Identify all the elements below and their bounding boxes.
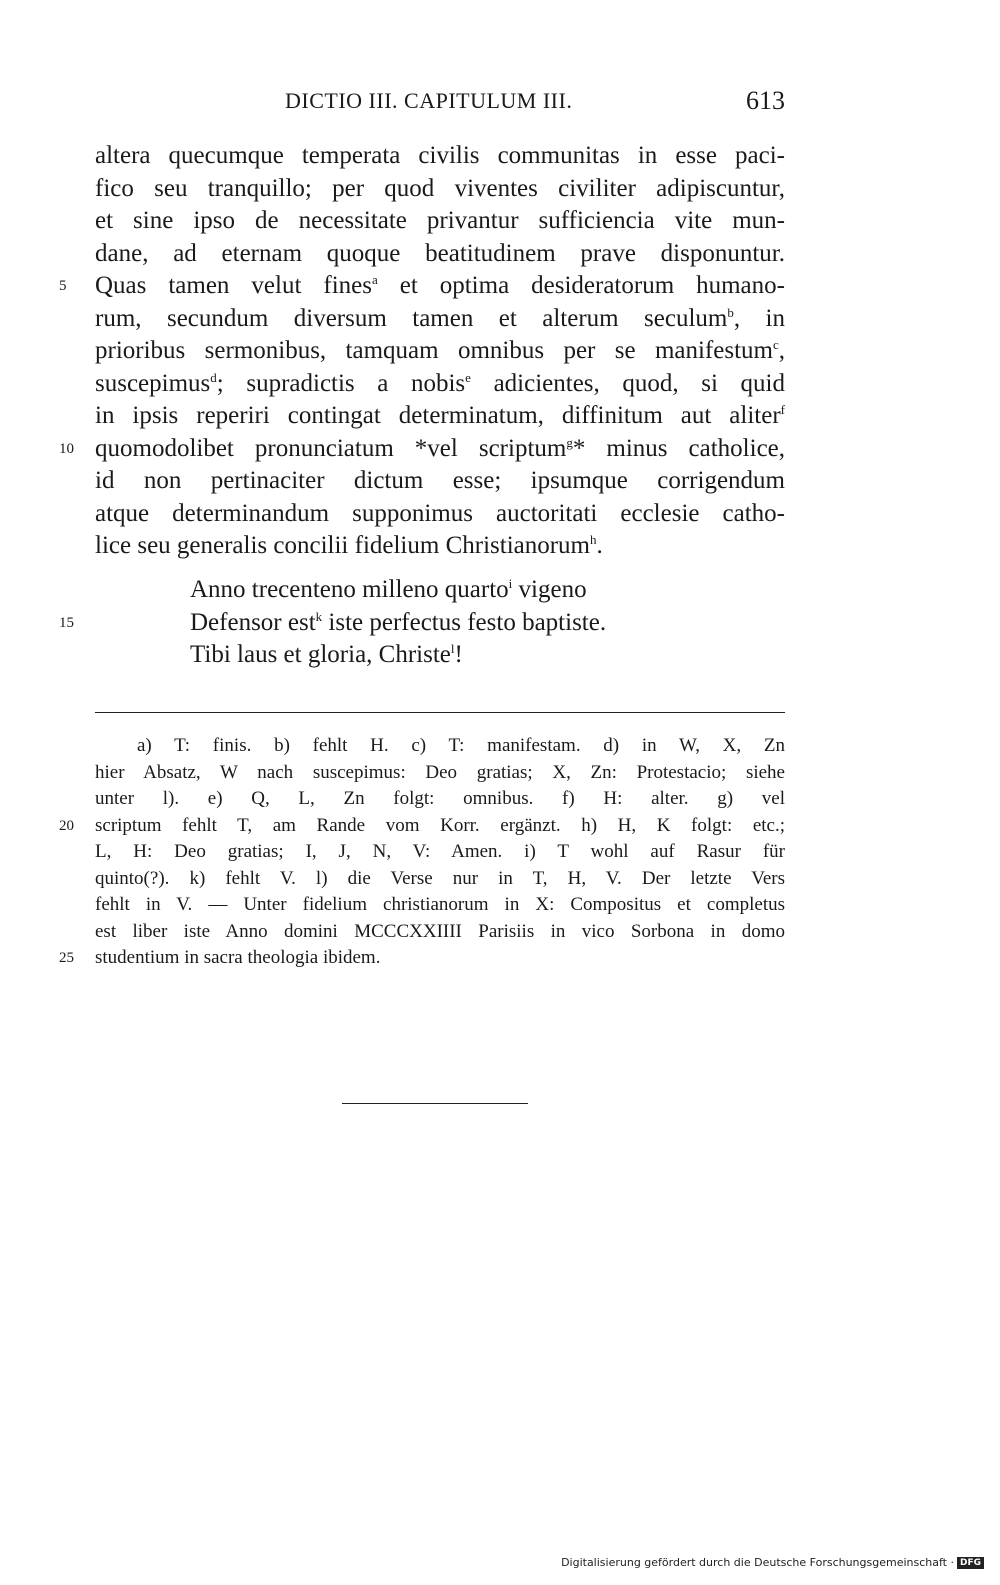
- line-text-cont: ,: [778, 337, 785, 364]
- line-text: Defensor est: [190, 608, 316, 636]
- line-text: et sine ipso de necessitate privantur sufficiencia vite mun-: [95, 207, 785, 234]
- text-line: [95, 173, 785, 206]
- page-header: [95, 84, 785, 118]
- footnote-marker: k: [315, 608, 323, 624]
- line-text: hier Absatz, W nach suscepimus: Deo gratias; X, Zn: Protestacio; siehe: [95, 761, 785, 783]
- line-text-cont: adicientes, quod, si quid: [470, 369, 785, 397]
- footnote-line: [95, 733, 785, 760]
- line-text: quomodolibet pronunciatum *vel scriptum: [95, 434, 567, 462]
- footnote-line: [95, 892, 785, 919]
- footnote-line: [95, 786, 785, 813]
- main-text: [59, 140, 786, 563]
- text-line: [95, 368, 785, 401]
- line-text: altera quecumque temperata civilis communitas in esse paci-: [95, 142, 785, 169]
- text-line: [95, 140, 785, 173]
- line-text: fehlt in V. — Unter fidelium christianorum in X: Compositus et completus: [95, 894, 785, 915]
- line-text-cont: ; supradictis a nobis: [216, 369, 466, 397]
- footnote-line: [95, 839, 785, 866]
- line-text: unter l). e) Q, L, Zn folgt: omnibus. f) H: alter. g) vel: [95, 788, 785, 809]
- text-line: [95, 400, 785, 433]
- line-text-cont: .: [596, 532, 603, 559]
- line-text: prioribus sermonibus, tamquam omnibus per se manifestum: [95, 337, 773, 364]
- verse-line: [59, 607, 785, 640]
- line-number: 20: [59, 817, 74, 834]
- line-text-cont: !: [454, 641, 463, 668]
- footnote-marker: g: [566, 434, 573, 450]
- line-text-cont: vigeno: [512, 576, 587, 603]
- dfg-logo: DFG: [957, 1557, 984, 1569]
- text-line: [95, 465, 785, 498]
- verse-line: [95, 574, 785, 607]
- footnote-line: [95, 866, 785, 893]
- digitization-credit: [561, 1556, 984, 1569]
- line-text: lice seu generalis concilii fidelium Christianorum: [95, 532, 591, 559]
- line-text: studentium in sacra theologia ibidem.: [95, 947, 381, 968]
- line-text: rum, secundum diversum tamen et alterum seculum: [95, 304, 728, 332]
- footnote-marker: d: [210, 369, 217, 385]
- footnote-marker: c: [772, 337, 779, 352]
- line-text: in ipsis reperiri contingat determinatum, diffinitum aut aliter: [95, 402, 781, 429]
- line-text: suscepimus: [95, 369, 211, 397]
- colophon-verse: [59, 574, 785, 672]
- running-head: DICTIO III. CAPITULUM III.: [285, 88, 573, 113]
- footnote-marker: h: [590, 532, 597, 547]
- line-text: Quas tamen velut fines: [95, 272, 372, 299]
- line-text: fico seu tranquillo; per quod viventes civiliter adipiscuntur,: [95, 174, 785, 202]
- line-text: scriptum fehlt T, am Rande vom Korr. ergänzt. h) H, K folgt: etc.;: [95, 814, 785, 836]
- footnote-marker: e: [465, 369, 471, 385]
- line-text: Tibi laus et gloria, Christe: [190, 641, 451, 668]
- end-rule: [342, 1103, 528, 1104]
- footnote-marker: a: [371, 272, 378, 287]
- footnote-marker: i: [508, 576, 513, 591]
- line-text: L, H: Deo gratias; I, J, N, V: Amen. i) T wohl auf Rasur für: [95, 841, 785, 862]
- line-text-cont: et optima desideratorum humano-: [377, 272, 785, 299]
- footnote-marker: b: [727, 304, 734, 320]
- footnote-line: [59, 813, 785, 840]
- line-text: atque determinandum supponimus auctoritati ecclesie catho-: [95, 499, 785, 527]
- page-number: 613: [746, 86, 785, 115]
- line-number: 25: [59, 950, 74, 966]
- footnote-line: [95, 919, 785, 946]
- line-text-cont: iste perfectus festo baptiste.: [322, 608, 607, 636]
- line-text-cont: , in: [733, 304, 785, 332]
- line-text-cont: * minus catholice,: [572, 434, 786, 462]
- footnote-line: [59, 945, 785, 972]
- line-text: est liber iste Anno domini MCCCXXIIII Parisiis in vico Sorbona in domo: [95, 920, 785, 942]
- line-text: a) T: finis. b) fehlt H. c) T: manifestam. d) in W, X, Zn: [137, 735, 785, 756]
- footnote-rule: [95, 712, 785, 713]
- line-number: 15: [59, 614, 74, 631]
- line-text: quinto(?). k) fehlt V. l) die Verse nur in T, H, V. Der letzte Vers: [95, 867, 785, 889]
- footnote-line: [95, 760, 785, 787]
- text-line: [59, 270, 785, 303]
- text-line: [95, 303, 785, 336]
- footnote-marker: f: [780, 402, 785, 417]
- line-text: id non pertinaciter dictum esse; ipsumque corrigendum: [95, 467, 785, 494]
- text-line: [95, 205, 785, 238]
- text-line: [95, 498, 785, 531]
- line-text: Anno trecenteno milleno quarto: [190, 576, 509, 603]
- text-line: [95, 530, 785, 563]
- text-line: [95, 335, 785, 368]
- text-line: [95, 238, 785, 271]
- line-text: dane, ad eternam quoque beatitudinem prave disponuntur.: [95, 239, 785, 267]
- footnote-marker: l: [450, 641, 455, 656]
- line-number: 5: [59, 278, 67, 294]
- footnotes: [59, 733, 785, 972]
- credit-text: Digitalisierung gefördert durch die Deutsche Forschungsgemeinschaft ·: [561, 1556, 954, 1569]
- text-line: [59, 433, 786, 466]
- line-number: 10: [59, 440, 74, 457]
- verse-line: [95, 639, 785, 672]
